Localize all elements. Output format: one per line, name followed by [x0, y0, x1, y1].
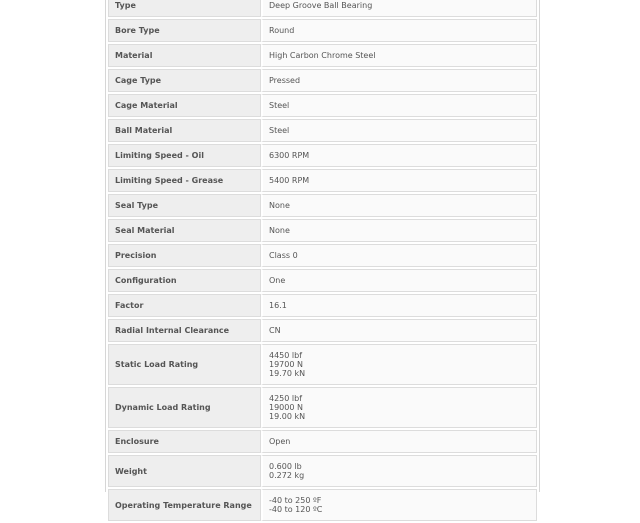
spec-label: Material [108, 44, 261, 67]
spec-value-line: 19.70 kN [269, 369, 306, 378]
spec-value-line: -40 to 120 ºC [269, 505, 323, 514]
spec-value [261, 144, 537, 167]
spec-value-line: Deep Groove Ball Bearing [269, 1, 373, 10]
spec-row [108, 144, 537, 167]
spec-value-line: None [269, 201, 290, 210]
spec-label: Cage Type [108, 69, 261, 92]
spec-row [108, 94, 537, 117]
spec-row [108, 344, 537, 385]
spec-label: Bore Type [108, 19, 261, 42]
spec-label: Factor [108, 294, 261, 317]
spec-row [108, 69, 537, 92]
spec-value [261, 19, 537, 42]
spec-label: Limiting Speed - Grease [108, 169, 261, 192]
spec-value-line: None [269, 226, 290, 235]
spec-value-line: 4250 lbf [269, 394, 303, 403]
spec-label: Limiting Speed - Oil [108, 144, 261, 167]
spec-label: Type [108, 0, 261, 17]
spec-value-line: One [269, 276, 286, 285]
spec-value-line: 0.272 kg [269, 471, 305, 480]
spec-label: Weight [108, 455, 261, 487]
spec-value [261, 119, 537, 142]
spec-value-line: Class 0 [269, 251, 298, 260]
spec-value [261, 219, 537, 242]
spec-label: Operating Temperature Range [108, 489, 261, 521]
spec-label: Radial Internal Clearance [108, 319, 261, 342]
spec-row [108, 455, 537, 487]
spec-value [261, 0, 537, 17]
spec-label: Seal Material [108, 219, 261, 242]
spec-value [261, 455, 537, 487]
spec-value [261, 269, 537, 292]
spec-value [261, 344, 537, 385]
spec-value [261, 294, 537, 317]
spec-value-line: 19700 N [269, 360, 303, 369]
spec-value-line: 19.00 kN [269, 412, 306, 421]
spec-label: Seal Type [108, 194, 261, 217]
spec-value-line: Round [269, 26, 295, 35]
spec-label: Dynamic Load Rating [108, 387, 261, 428]
spec-row [108, 430, 537, 453]
spec-value [261, 69, 537, 92]
spec-row [108, 219, 537, 242]
spec-row [108, 19, 537, 42]
spec-label: Configuration [108, 269, 261, 292]
spec-row [108, 194, 537, 217]
spec-row [108, 269, 537, 292]
specifications-table [108, 0, 537, 523]
spec-label: Ball Material [108, 119, 261, 142]
spec-row [108, 319, 537, 342]
spec-value-line: 5400 RPM [269, 176, 310, 185]
spec-value-line: 16.1 [269, 301, 287, 310]
spec-value-line: 19000 N [269, 403, 303, 412]
spec-value-line: 6300 RPM [269, 151, 310, 160]
spec-value-line: Pressed [269, 76, 301, 85]
spec-value [261, 194, 537, 217]
spec-row [108, 119, 537, 142]
specifications-table-body [108, 0, 537, 521]
spec-value [261, 44, 537, 67]
spec-value-line: Open [269, 437, 291, 446]
spec-value-line: 0.600 lb [269, 462, 302, 471]
spec-value-line: CN [269, 326, 281, 335]
spec-row [108, 387, 537, 428]
spec-row [108, 294, 537, 317]
spec-value [261, 489, 537, 521]
spec-value-line: Steel [269, 101, 290, 110]
spec-row [108, 169, 537, 192]
spec-value-line: 4450 lbf [269, 351, 303, 360]
spec-value [261, 169, 537, 192]
spec-label: Cage Material [108, 94, 261, 117]
spec-value [261, 387, 537, 428]
spec-row [108, 0, 537, 17]
spec-value [261, 244, 537, 267]
spec-value-line: Steel [269, 126, 290, 135]
spec-label: Precision [108, 244, 261, 267]
spec-label: Enclosure [108, 430, 261, 453]
spec-value [261, 94, 537, 117]
spec-row [108, 489, 537, 521]
spec-label: Static Load Rating [108, 344, 261, 385]
spec-value-line: -40 to 250 ºF [269, 496, 322, 505]
spec-value [261, 319, 537, 342]
spec-value-line: High Carbon Chrome Steel [269, 51, 376, 60]
spec-value [261, 430, 537, 453]
spec-row [108, 244, 537, 267]
spec-row [108, 44, 537, 67]
